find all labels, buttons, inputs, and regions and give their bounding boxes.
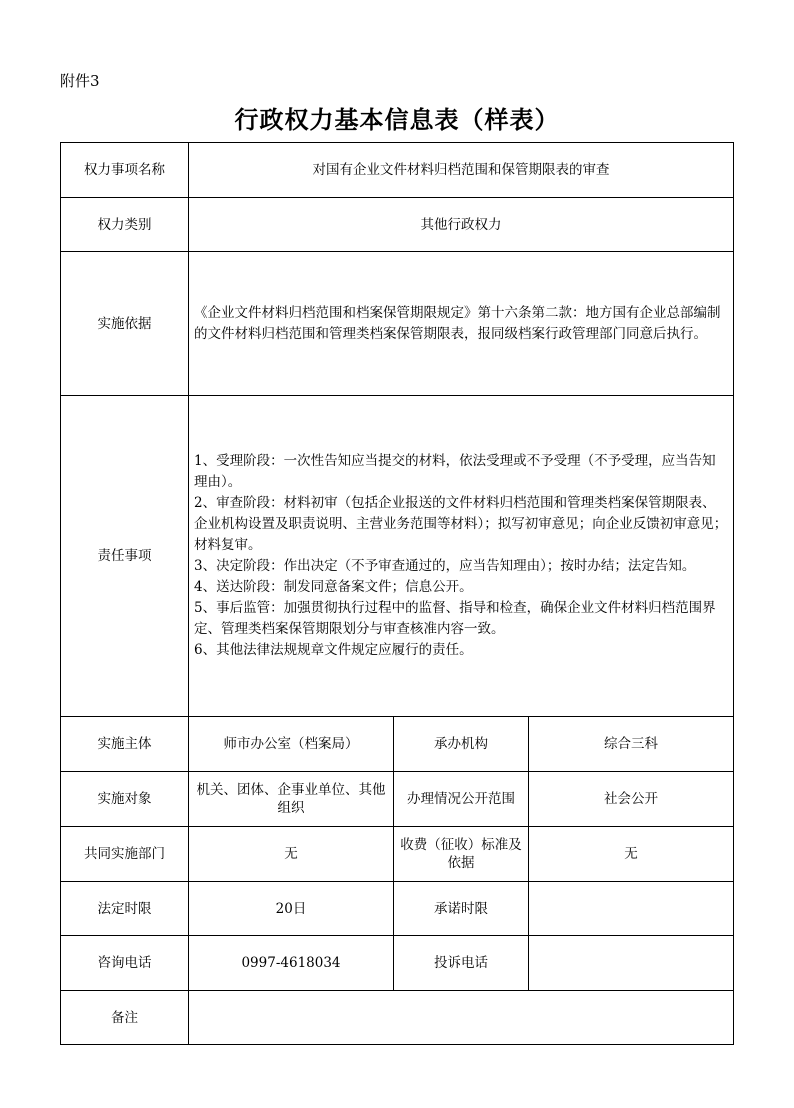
attachment-label: 附件3 (60, 72, 100, 90)
power-name-value: 对国有企业文件材料归档范围和保管期限表的审查 (189, 143, 734, 198)
responsibility-value (189, 396, 734, 717)
responsibility-item: 3、决定阶段：作出决定（不予审查通过的，应当告知理由）；按时办结；法定告知。 (194, 558, 696, 574)
row-label: 权力类别 (61, 198, 189, 252)
responsibility-item: 4、送达阶段：制发同意备案文件；信息公开。 (194, 579, 473, 595)
subject-value: 师市办公室（档案局） (189, 717, 394, 772)
table-row (61, 198, 734, 252)
target-value: 机关、团体、企事业单位、其他组织 (189, 772, 394, 827)
basis-value: 《企业文件材料归档范围和档案保管期限规定》第十六条第二款：地方国有企业总部编制的文件材料归档范围和管理类档案保管期限表，报同级档案行政管理部门同意后执行。 (189, 252, 734, 396)
power-type-value: 其他行政权力 (189, 198, 734, 252)
table-row (61, 936, 734, 991)
row-label: 备注 (61, 991, 189, 1045)
row-label: 责任事项 (61, 396, 189, 717)
row-label: 法定时限 (61, 882, 189, 936)
row-label: 收费（征收）标准及依据 (394, 827, 529, 882)
responsibility-item: 2、审查阶段：材料初审（包括企业报送的文件材料归档范围和管理类档案保管期限表、企业机构设置及职责说明、主营业务范围等材料）；拟写初审意见；向企业反馈初审意见；材料复审。 (194, 495, 728, 553)
responsibility-item: 6、其他法律法规规章文件规定应履行的责任。 (194, 642, 473, 658)
table-row (61, 717, 734, 772)
row-label: 实施主体 (61, 717, 189, 772)
row-label: 权力事项名称 (61, 143, 189, 198)
responsibility-item: 1、受理阶段：一次性告知应当提交的材料，依法受理或不予受理（不予受理，应当告知理由）。 (194, 453, 716, 490)
table-row (61, 252, 734, 396)
agency-value: 综合三科 (529, 717, 734, 772)
disclosure-value: 社会公开 (529, 772, 734, 827)
joint-value: 无 (189, 827, 394, 882)
fee-value: 无 (529, 827, 734, 882)
consult-phone-value: 0997-4618034 (189, 936, 394, 991)
row-label: 承办机构 (394, 717, 529, 772)
page-title: 行政权力基本信息表（样表） (234, 106, 560, 134)
table-row (61, 827, 734, 882)
complaint-phone-value (529, 936, 734, 991)
time-limit-value: 20日 (189, 882, 394, 936)
row-label: 实施依据 (61, 252, 189, 396)
row-label: 咨询电话 (61, 936, 189, 991)
table-row (61, 991, 734, 1045)
row-label: 实施对象 (61, 772, 189, 827)
promised-limit-value (529, 882, 734, 936)
responsibility-item: 5、事后监管：加强贯彻执行过程中的监督、指导和检查，确保企业文件材料归档范围界定、管理类档案保管期限划分与审查核准内容一致。 (194, 600, 716, 637)
table-row (61, 143, 734, 198)
row-label: 承诺时限 (394, 882, 529, 936)
table-row (61, 882, 734, 936)
remarks-value (189, 991, 734, 1045)
row-label: 投诉电话 (394, 936, 529, 991)
table-row (61, 396, 734, 717)
table-row (61, 772, 734, 827)
info-table (60, 142, 734, 1045)
row-label: 办理情况公开范围 (394, 772, 529, 827)
row-label: 共同实施部门 (61, 827, 189, 882)
